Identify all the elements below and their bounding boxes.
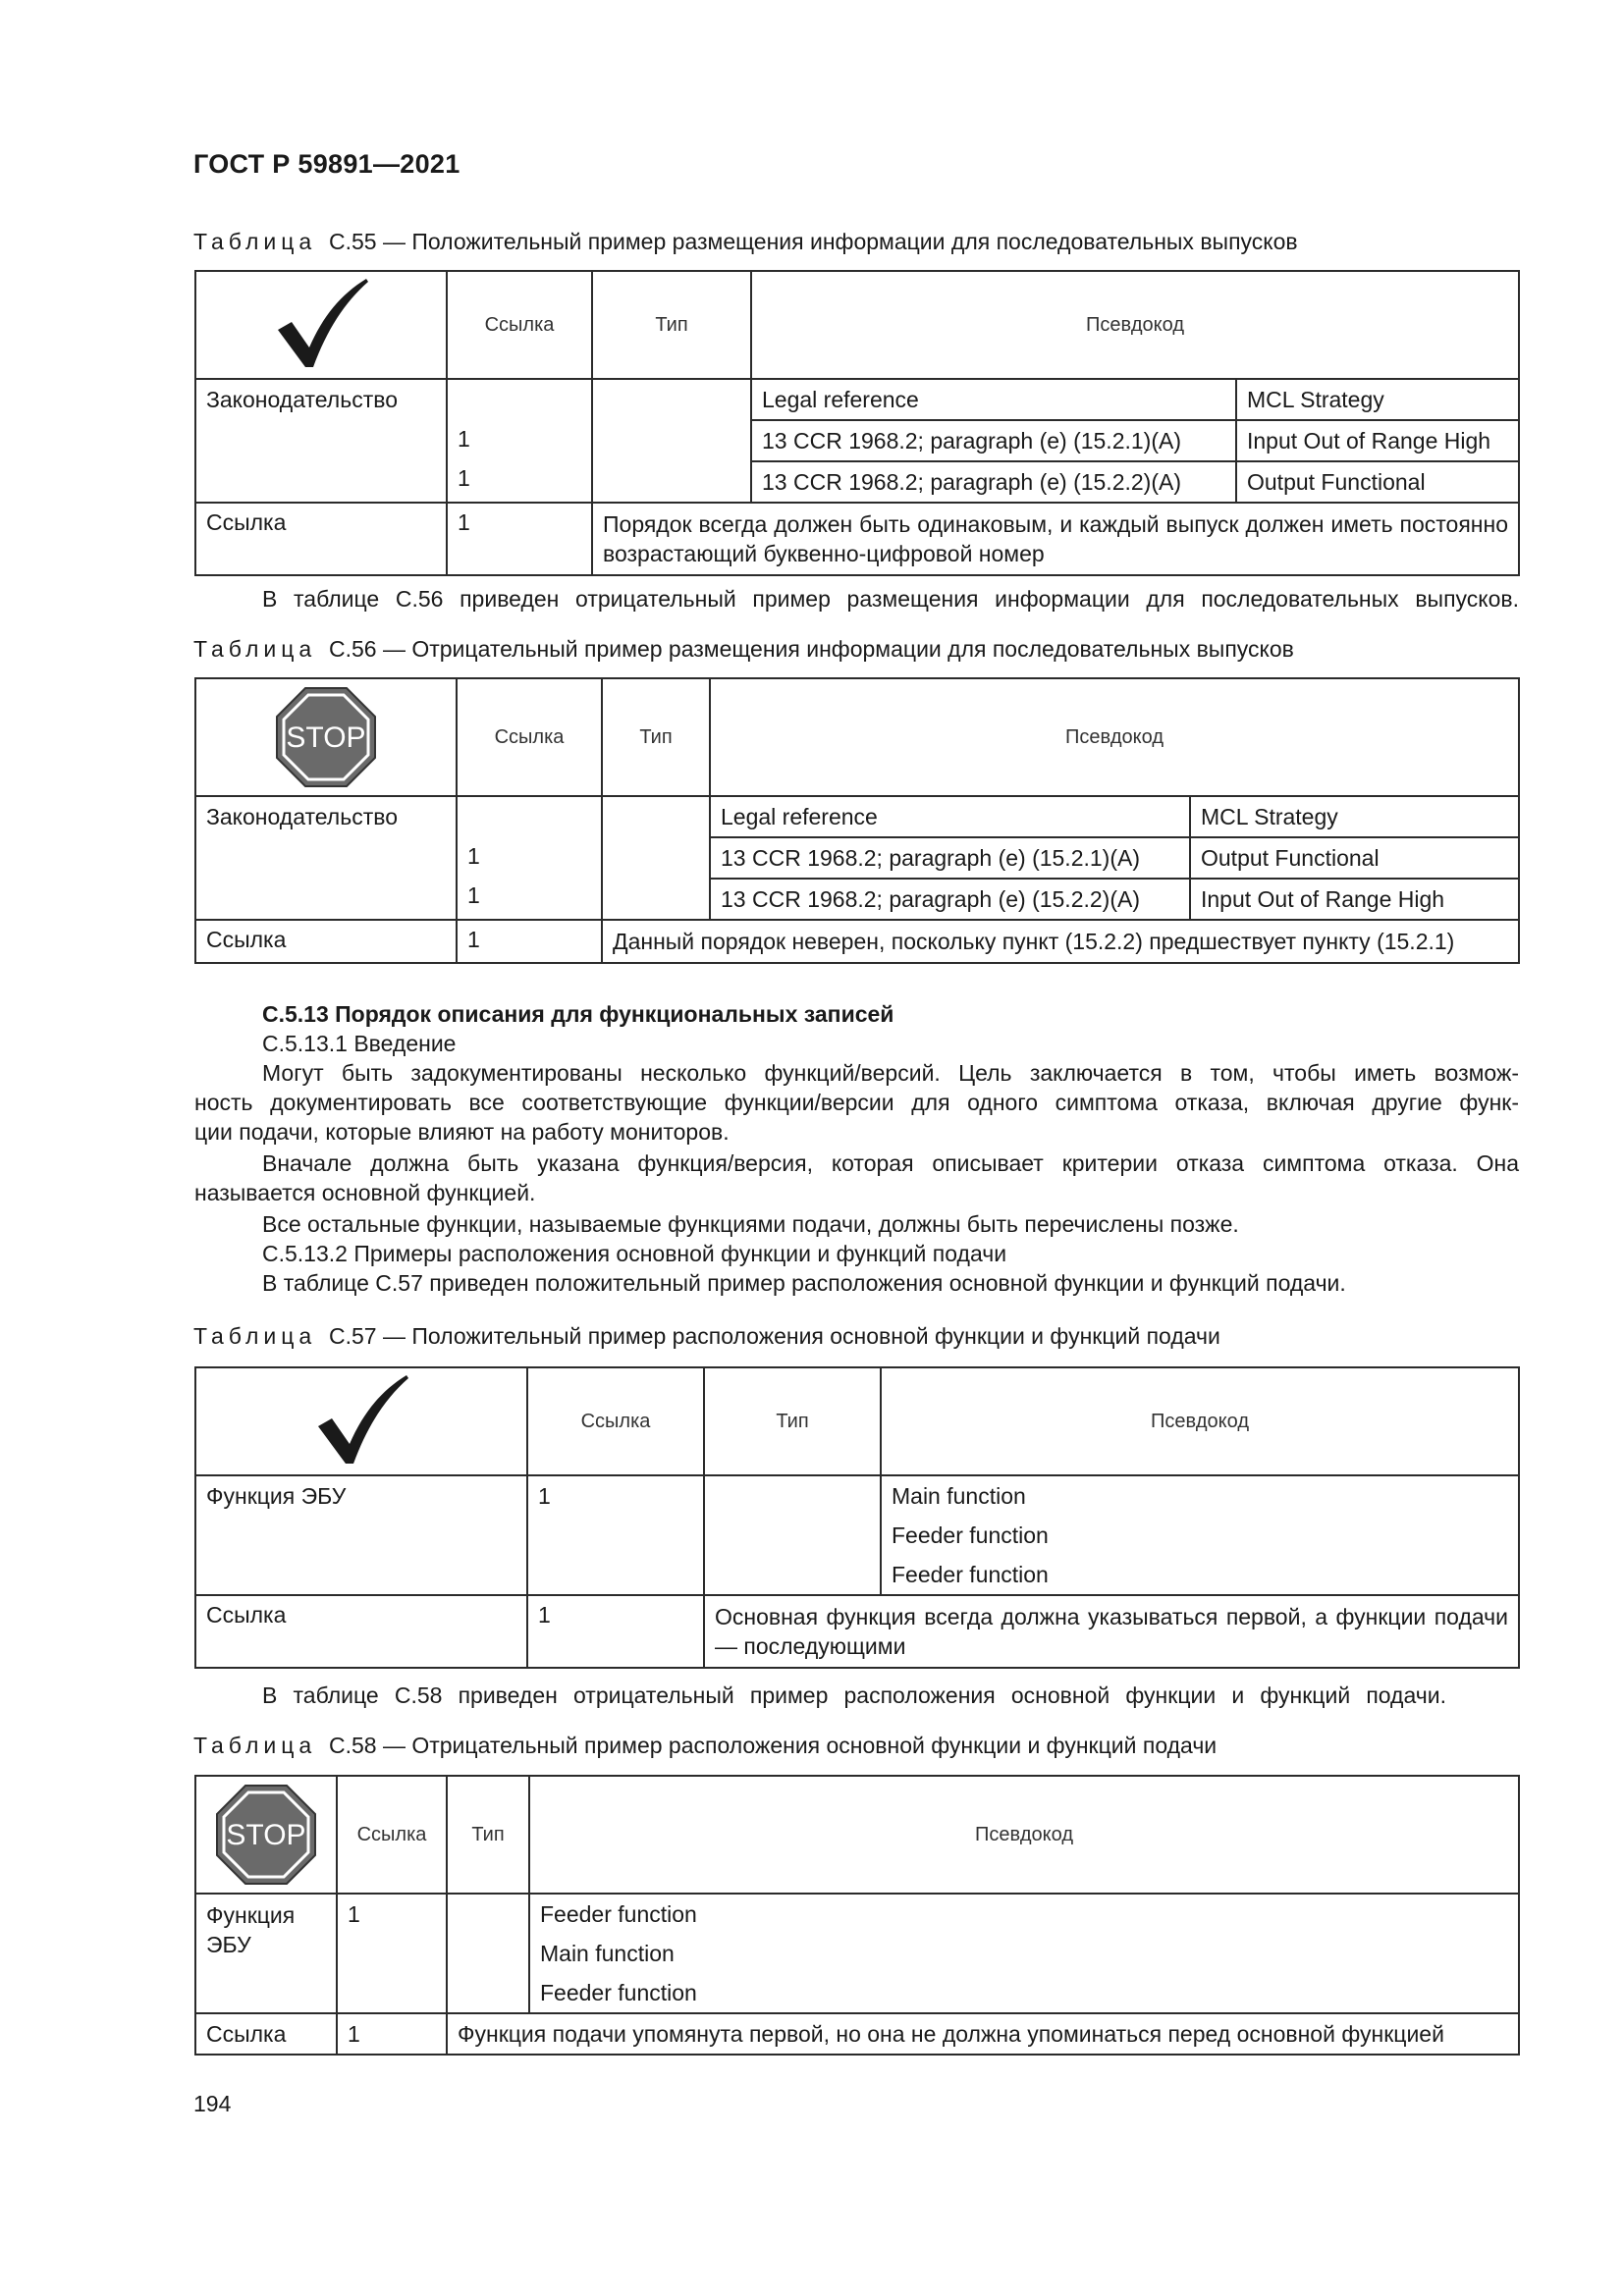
foot-label-cell xyxy=(195,2013,337,2055)
col-header-type: Тип xyxy=(447,1776,529,1894)
inner-cell: 13 CCR 1968.2; paragraph (e) (15.2.2)(A) xyxy=(752,461,1236,502)
inner-cell: Output Functional xyxy=(1236,461,1518,502)
inner-cell: 13 CCR 1968.2; paragraph (e) (15.2.2)(A) xyxy=(711,879,1190,919)
inner-cell: Input Out of Range High xyxy=(1190,879,1518,919)
foot-text: Данный порядок неверен, поскольку пункт (15.2.2) предшествует пункту (15.2.1) xyxy=(613,929,1455,954)
check-mark-icon xyxy=(196,1373,526,1469)
foot-ref: 1 xyxy=(458,509,470,535)
foot-text: Основная функция всегда должна указываться первой, а функции подачи — последующими xyxy=(715,1604,1508,1659)
ref-cell xyxy=(337,1894,447,2013)
caption-prefix: Таблица xyxy=(193,1323,317,1349)
foot-ref: 1 xyxy=(467,927,480,952)
row-label: Функция ЭБУ xyxy=(206,1483,347,1509)
foot-ref: 1 xyxy=(348,2021,360,2047)
pseudo-cell xyxy=(529,1894,1519,2013)
ref-value: 1 xyxy=(348,1901,360,1927)
paragraph-line: Могут быть задокументированы несколько функций/версий. Цель заключается в том, чтобы иметь возмож- xyxy=(262,1060,1519,1086)
inner-header: Legal reference xyxy=(762,387,919,412)
paragraph: В таблице С.58 приведен отрицательный пример расположения основной функции и функций подачи. xyxy=(262,1682,1446,1708)
check-mark-icon xyxy=(196,277,446,373)
paragraph-line: называется основной функцией. xyxy=(194,1180,536,1205)
type-cell xyxy=(704,1475,881,1595)
foot-ref-cell xyxy=(447,503,592,575)
pseudo-line: Feeder function xyxy=(892,1562,1049,1587)
paragraph-line: Вначале должна быть указана функция/версия, которая описывает критерии отказа симптома отказа. Она xyxy=(262,1150,1519,1176)
page-number: 194 xyxy=(193,2091,232,2116)
foot-text-cell xyxy=(447,2013,1519,2055)
foot-ref: 1 xyxy=(538,1602,551,1628)
col-header-ref: Ссылка xyxy=(527,1367,704,1475)
table-c57 xyxy=(194,1366,1520,1669)
col-header-pseudo: Псевдокод xyxy=(529,1776,1519,1894)
document-header: ГОСТ Р 59891—2021 xyxy=(193,149,460,179)
foot-text: Функция подачи упомянута первой, но она не должна упоминаться перед основной функцией xyxy=(458,2021,1444,2047)
foot-label: Ссылка xyxy=(206,509,287,535)
subsection-heading: С.5.13.1 Введение xyxy=(262,1031,457,1056)
stop-text: STOP xyxy=(286,721,366,754)
row-label: Функция xyxy=(206,1902,296,1928)
stop-sign-icon xyxy=(196,686,456,788)
col-header-type: Тип xyxy=(592,271,751,379)
inner-header: Legal reference xyxy=(721,804,878,829)
pseudo-line: Main function xyxy=(540,1941,675,1966)
pseudo-inner-table xyxy=(752,380,1518,502)
table-c55 xyxy=(194,270,1520,576)
inner-cell: Output Functional xyxy=(1190,837,1518,879)
icon-cell xyxy=(195,1776,337,1894)
foot-label: Ссылка xyxy=(206,927,287,952)
paragraph: В таблице С.57 приведен положительный пример расположения основной функции и функций подачи. xyxy=(262,1270,1346,1296)
foot-label: Ссылка xyxy=(206,1602,287,1628)
ref-value: 1 xyxy=(458,465,470,491)
icon-cell xyxy=(195,678,457,796)
col-header-ref: Ссылка xyxy=(457,678,602,796)
caption-text: С.55 — Положительный пример размещения информации для последовательных выпусков xyxy=(328,229,1298,254)
table-c56 xyxy=(194,677,1520,964)
col-header-type: Тип xyxy=(704,1367,881,1475)
caption-text: С.56 — Отрицательный пример размещения информации для последовательных выпусков xyxy=(328,636,1294,662)
inner-cell: Input Out of Range High xyxy=(1236,420,1518,461)
caption-prefix: Таблица xyxy=(193,229,317,254)
ref-value: 1 xyxy=(458,426,470,452)
foot-label-cell xyxy=(195,1595,527,1668)
inner-cell: 13 CCR 1968.2; paragraph (e) (15.2.1)(A) xyxy=(711,837,1190,879)
foot-ref-cell xyxy=(527,1595,704,1668)
foot-text: Порядок всегда должен быть одинаковым, и каждый выпуск должен иметь постоянно возрастающий буквенно-цифровой номер xyxy=(603,511,1508,566)
pseudo-line: Main function xyxy=(892,1483,1026,1509)
ref-value: 1 xyxy=(467,843,480,869)
foot-text-cell xyxy=(704,1595,1519,1668)
col-header-pseudo: Псевдокод xyxy=(751,271,1519,379)
ref-value: 1 xyxy=(467,882,480,908)
caption-prefix: Таблица xyxy=(193,636,317,662)
subsection-heading: С.5.13.2 Примеры расположения основной функции и функций подачи xyxy=(262,1241,1007,1266)
foot-label-cell xyxy=(195,503,447,575)
row-label: Законодательство xyxy=(206,804,398,829)
ref-value: 1 xyxy=(538,1483,551,1509)
col-header-ref: Ссылка xyxy=(337,1776,447,1894)
pseudo-cell xyxy=(881,1475,1519,1595)
paragraph: В таблице С.56 приведен отрицательный пример размещения информации для последовательных выпусков. xyxy=(262,586,1519,612)
row-label-cell xyxy=(195,796,457,920)
ref-cell xyxy=(527,1475,704,1595)
type-cell xyxy=(592,379,751,503)
row-label: Законодательство xyxy=(206,387,398,412)
col-header-ref: Ссылка xyxy=(447,271,592,379)
table-c58 xyxy=(194,1775,1520,2056)
pseudo-inner-table xyxy=(711,797,1518,919)
foot-text-cell xyxy=(602,920,1519,963)
inner-header: MCL Strategy xyxy=(1190,797,1518,837)
foot-text-cell xyxy=(592,503,1519,575)
row-label-cell xyxy=(195,379,447,503)
pseudo-line: Feeder function xyxy=(540,1901,697,1927)
inner-cell: 13 CCR 1968.2; paragraph (e) (15.2.1)(A) xyxy=(752,420,1236,461)
col-header-type: Тип xyxy=(602,678,710,796)
caption-text: С.57 — Положительный пример расположения основной функции и функций подачи xyxy=(328,1323,1220,1349)
ref-cell xyxy=(447,379,592,503)
inner-header: MCL Strategy xyxy=(1236,380,1518,420)
ref-cell xyxy=(457,796,602,920)
type-cell xyxy=(447,1894,529,2013)
foot-label-cell xyxy=(195,920,457,963)
pseudo-cell xyxy=(751,379,1519,503)
row-label-cell xyxy=(195,1894,337,2013)
table-c58-caption xyxy=(193,1733,1217,1759)
section-heading: С.5.13 Порядок описания для функциональных записей xyxy=(262,1001,894,1027)
row-label-cell xyxy=(195,1475,527,1595)
pseudo-line: Feeder function xyxy=(892,1522,1049,1548)
caption-prefix: Таблица xyxy=(193,1733,317,1758)
col-header-pseudo: Псевдокод xyxy=(710,678,1519,796)
icon-cell xyxy=(195,271,447,379)
paragraph-line: ность документировать все соответствующие функции/версии для одного симптома отказа, включая другие функ- xyxy=(194,1090,1519,1115)
col-header-pseudo: Псевдокод xyxy=(881,1367,1519,1475)
foot-label: Ссылка xyxy=(206,2021,287,2047)
table-c55-caption xyxy=(193,229,1298,255)
paragraph-line: ции подачи, которые влияют на работу мониторов. xyxy=(194,1119,730,1145)
foot-ref-cell xyxy=(457,920,602,963)
pseudo-cell xyxy=(710,796,1519,920)
icon-cell xyxy=(195,1367,527,1475)
caption-text: С.58 — Отрицательный пример расположения основной функции и функций подачи xyxy=(328,1733,1218,1758)
pseudo-line: Feeder function xyxy=(540,1980,697,2005)
paragraph: Все остальные функции, называемые функциями подачи, должны быть перечислены позже. xyxy=(262,1211,1239,1237)
foot-ref-cell xyxy=(337,2013,447,2055)
type-cell xyxy=(602,796,710,920)
table-c56-caption xyxy=(193,636,1294,663)
stop-sign-icon xyxy=(196,1784,336,1886)
row-label: ЭБУ xyxy=(206,1932,251,1957)
stop-text: STOP xyxy=(226,1819,306,1851)
table-c57-caption xyxy=(193,1323,1220,1350)
